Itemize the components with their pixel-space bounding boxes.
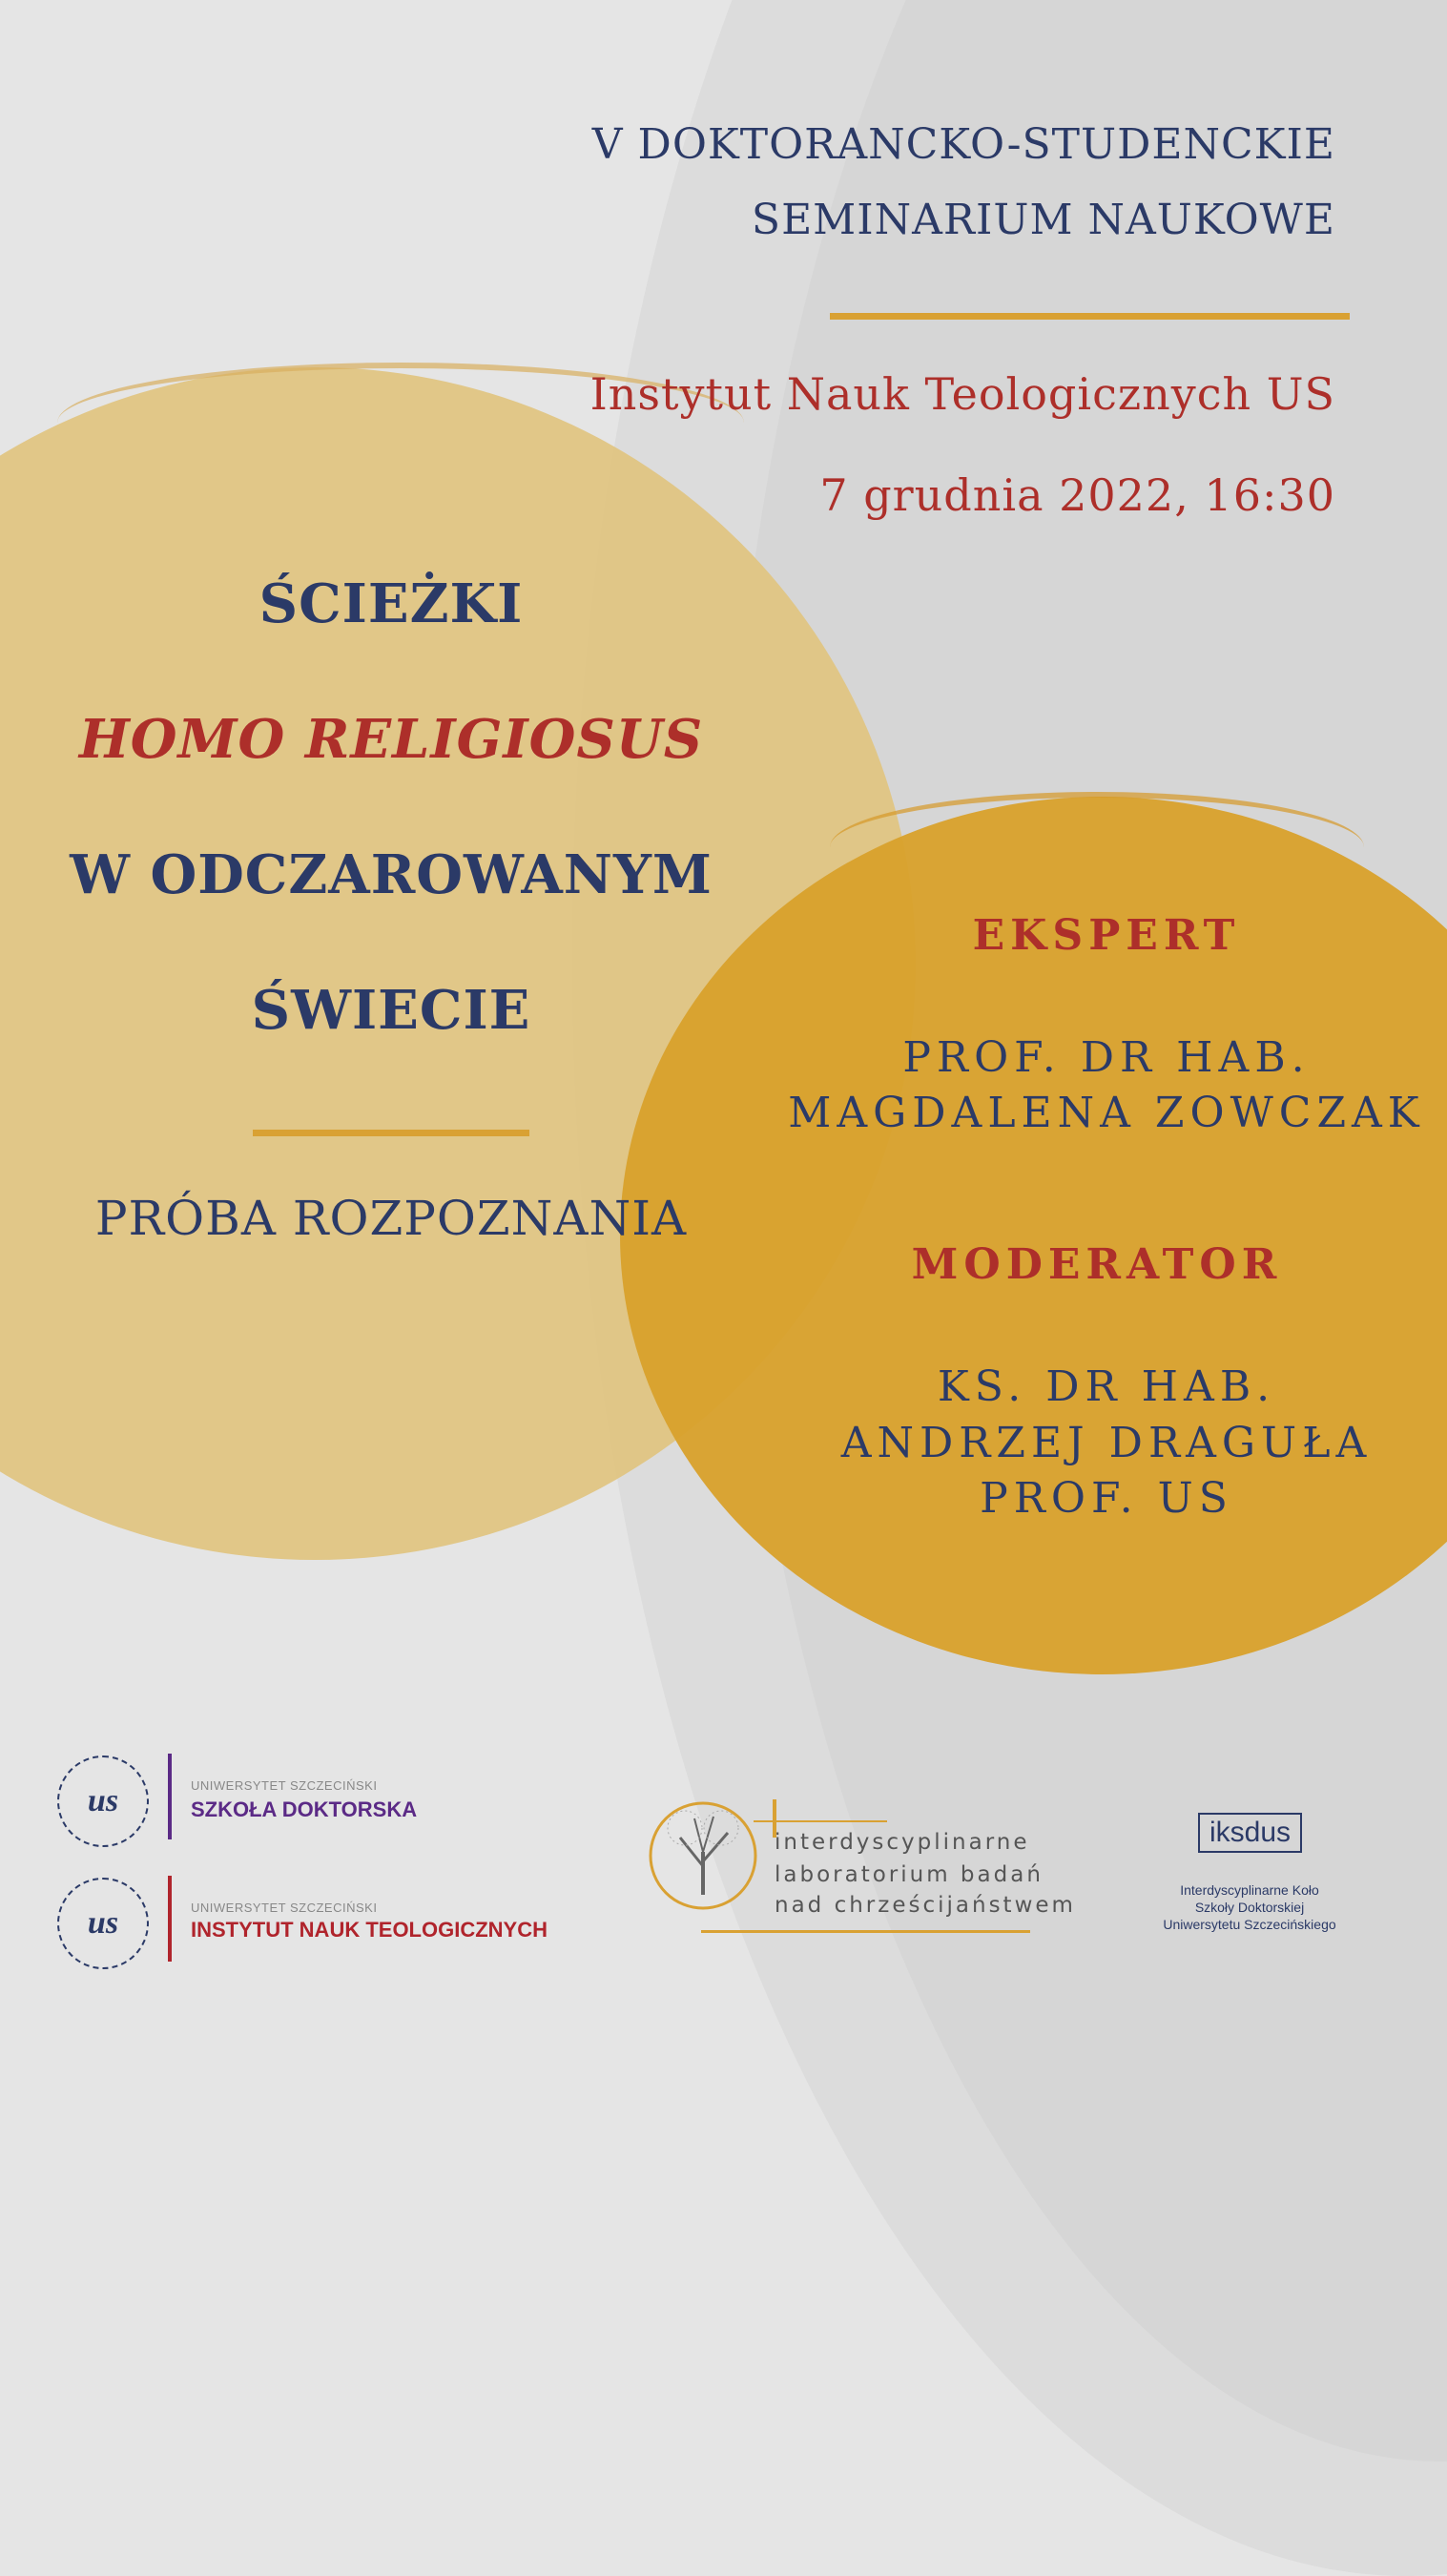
- lab-logo-underline: [701, 1930, 1030, 1933]
- logo-divider: [168, 1754, 172, 1839]
- title-line1: ŚCIEŻKI: [258, 572, 524, 635]
- logo-university-name: UNIWERSYTET SZCZECIŃSKI: [191, 1778, 378, 1793]
- expert-name-line2: MAGDALENA ZOWCZAK: [788, 1089, 1425, 1137]
- logo-school-name: SZKOŁA DOKTORSKA: [191, 1797, 418, 1821]
- svg-text:us: us: [87, 1905, 119, 1941]
- lab-logo-mark: [754, 1820, 887, 1822]
- university-seal-logo: [57, 1755, 149, 1847]
- logo-divider: [168, 1876, 172, 1962]
- subtitle: PRÓBA ROZPOZNANIA: [94, 1191, 688, 1246]
- title-line4: ŚWIECIE: [251, 979, 531, 1042]
- logo-university-name: UNIWERSYTET SZCZECIŃSKI: [191, 1901, 378, 1915]
- title-line2: HOMO RELIGIOSUS: [78, 708, 704, 771]
- moderator-name-line2: ANDRZEJ DRAGUŁA: [840, 1419, 1373, 1467]
- iksdus-caption-line3: Uniwersytetu Szczecińskiego: [1163, 1917, 1336, 1932]
- lab-name-line3: nad chrześcijaństwem: [775, 1893, 1076, 1918]
- university-seal-logo: [57, 1878, 149, 1969]
- header-divider: [830, 313, 1350, 320]
- brush-stroke: [830, 792, 1364, 903]
- lab-name-line2: laboratorium badań: [775, 1862, 1044, 1887]
- iksdus-logo: iksdus: [1198, 1813, 1302, 1853]
- title-divider: [253, 1130, 529, 1136]
- seminar-title-line2: SEMINARIUM NAUKOWE: [751, 196, 1335, 244]
- moderator-name-line3: PROF. US: [980, 1474, 1233, 1523]
- tree-icon: [647, 1799, 759, 1912]
- title-line3: W ODCZAROWANYM: [70, 843, 713, 906]
- moderator-label: MODERATOR: [911, 1240, 1283, 1289]
- expert-name-line1: PROF. DR HAB.: [902, 1033, 1311, 1082]
- seminar-title-line1: V DOKTORANCKO-STUDENCKIE: [591, 120, 1335, 169]
- iksdus-caption-line1: Interdyscyplinarne Koło: [1180, 1882, 1319, 1898]
- logo-institute-name: INSTYTUT NAUK TEOLOGICZNYCH: [191, 1918, 548, 1942]
- expert-label: EKSPERT: [972, 911, 1241, 960]
- lab-name-line1: interdyscyplinarne: [775, 1830, 1030, 1855]
- svg-text:us: us: [87, 1783, 119, 1818]
- moderator-name-line1: KS. DR HAB.: [937, 1362, 1276, 1411]
- event-date: 7 grudnia 2022, 16:30: [819, 469, 1335, 521]
- institute-name: Instytut Nauk Teologicznych US: [589, 368, 1335, 420]
- iksdus-caption-line2: Szkoły Doktorskiej: [1194, 1900, 1305, 1915]
